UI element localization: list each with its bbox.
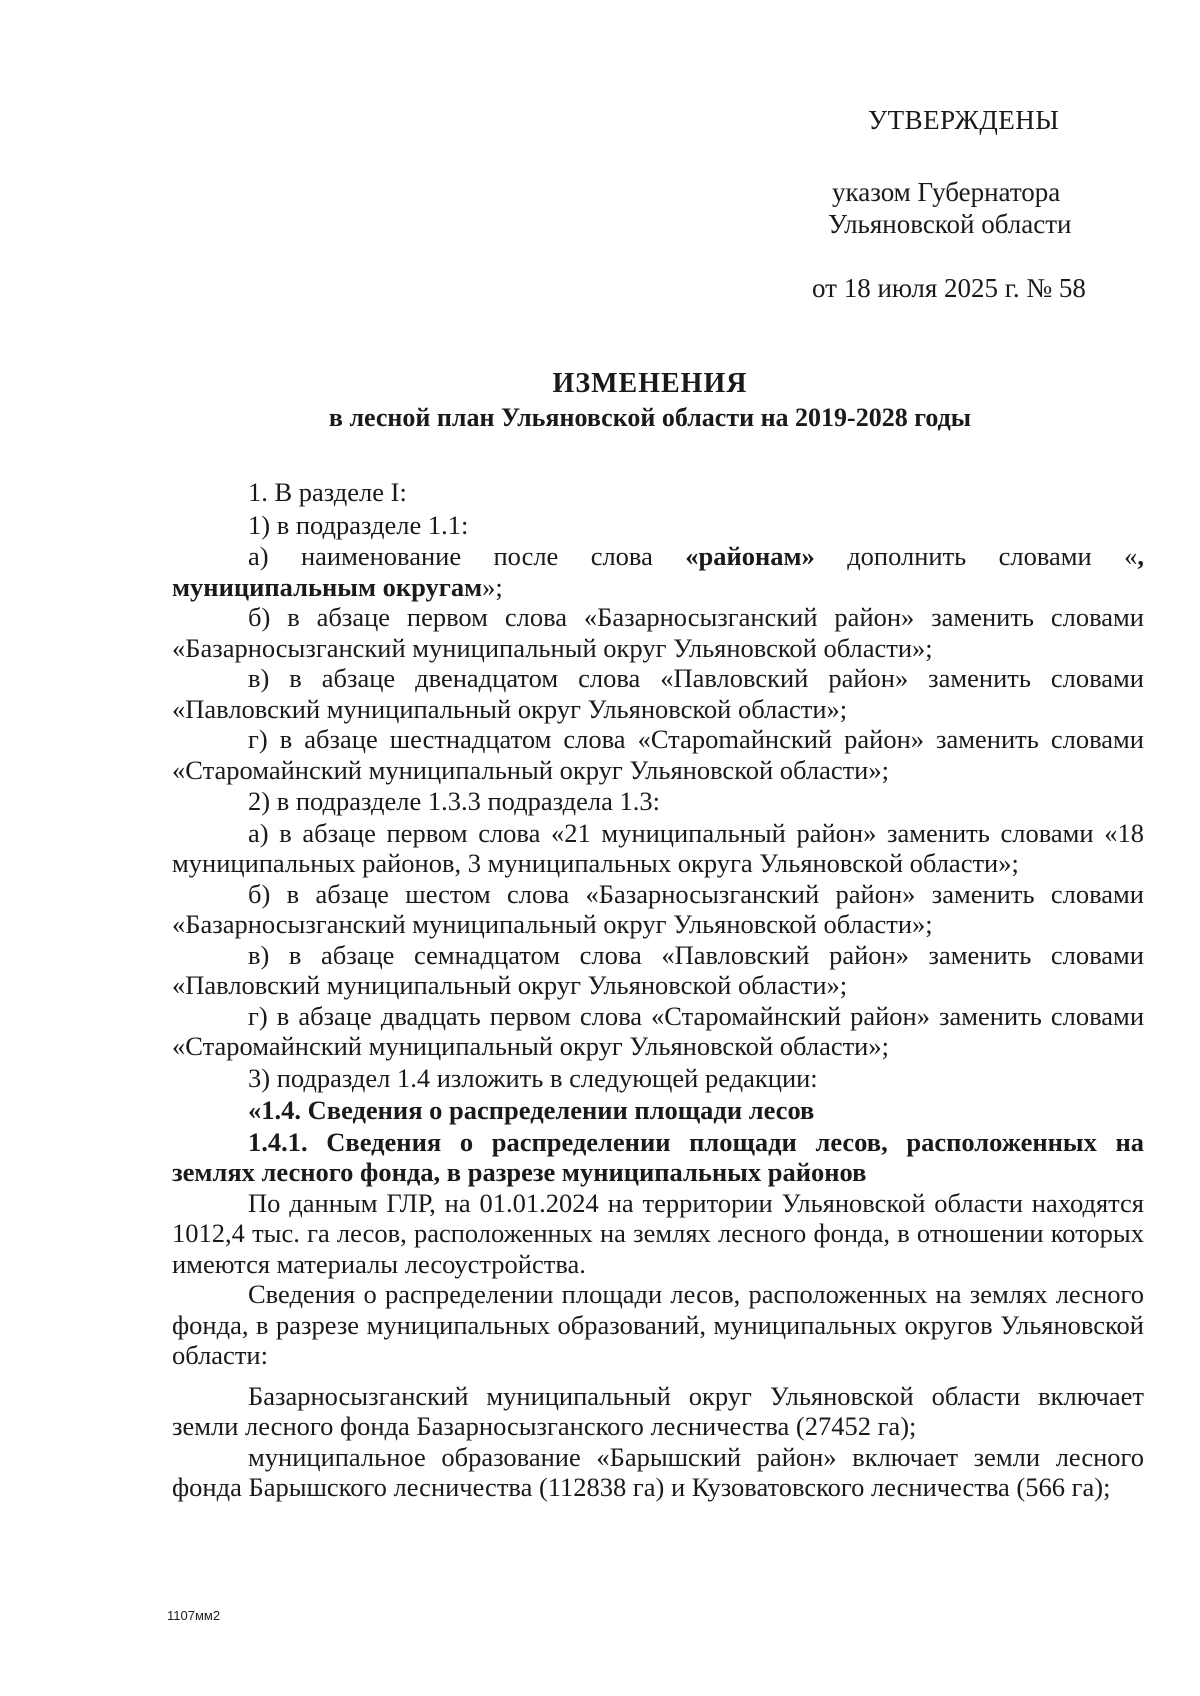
paragraph-glr-data: По данным ГЛР, на 01.01.2024 на территории Ульяновской области находятся 1012,4 тыс. га лесов, расположенных на землях лесного фонда, в отношении которых имеются материалы лесоустройства. — [172, 1187, 1144, 1279]
paragraph-item-g-1: г) в абзаце шестнадцатом слова «Староmайнский район» заменить словами «Старомайнский муниципальный округ Ульяновской области»; — [172, 724, 1144, 785]
document-body — [172, 476, 1144, 1503]
paragraph-barysh: муниципальное образование «Барышский район» включает земли лесного фонда Барышского лесничества (112838 га) и Кузоватовского лесничества (566 га); — [172, 1441, 1144, 1503]
paragraph-item-b-2: б) в абзаце шестом слова «Базарносызганский район» заменить словами «Базарносызганский муниципальный округ Ульяновской области»; — [172, 878, 1144, 940]
decree-line-1: указом Губернатора — [832, 177, 1061, 207]
section-heading-1-4: «1.4. Сведения о распределении площади лесов — [248, 1095, 815, 1126]
paragraph-bazarnosyzgan: Базарносызганский муниципальный округ Ульяновской области включает земли лесного фонда Базарносызганского лесничества (27452 га); — [172, 1380, 1144, 1442]
document-subtitle: в лесной план Ульяновской области на 2019-2028 годы — [328, 403, 972, 432]
item-a-1-bold-words: , муниципальным округам — [172, 541, 1144, 602]
section-heading-1-4-1: 1.4.1. Сведения о распределении площади лесов, расположенных на землях лесного фонда, в разрезе муниципальных районов — [172, 1126, 1144, 1188]
approval-stamp — [800, 104, 1120, 304]
document-heading — [170, 368, 1130, 436]
paragraph-item-a-2: а) в абзаце первом слова «21 муниципальный район» заменить словами «18 муниципальных районов, 3 муниципальных округа Ульяновской области»; — [172, 817, 1144, 879]
item-a-1-text-start: а) наименование после слова — [248, 541, 686, 572]
footer-document-code: 1107мм2 — [167, 1608, 221, 1623]
item-a-1-bold-word: «районам» — [685, 541, 815, 572]
item-a-1-text-mid: дополнить словами « — [814, 541, 1138, 572]
paragraph-item-a-1 — [172, 541, 1144, 602]
paragraph-item-v-2: в) в абзаце семнадцатом слова «Павловский район» заменить словами «Павловский муниципальный округ Ульяновской области»; — [172, 939, 1144, 1001]
paragraph-distribution-intro: Сведения о распределении площади лесов, расположенных на землях лесного фонда, в разрезе муниципальных образований, муниципальных округов Ульяновской области: — [172, 1279, 1144, 1371]
paragraph-subsection-1-4: 3) подраздел 1.4 изложить в следующей редакции: — [248, 1062, 818, 1093]
approved-label: УТВЕРЖДЕНЫ — [868, 105, 1060, 135]
paragraph-subsection-1-1: 1) в подразделе 1.1: — [248, 509, 469, 540]
paragraph-subsection-1-3-3: 2) в подразделе 1.3.3 подраздела 1.3: — [248, 786, 660, 817]
decree-line-2: Ульяновской области — [828, 209, 1072, 239]
paragraph-section-1: 1. В разделе I: — [248, 477, 407, 507]
paragraph-item-g-2: г) в абзаце двадцать первом слова «Старомайнский район» заменить словами «Старомайнский муниципальный округ Ульяновской области»; — [172, 1000, 1144, 1062]
paragraph-item-b-1: б) в абзаце первом слова «Базарносызганский район» заменить словами «Базарносызганский муниципальный округ Ульяновской области»; — [172, 602, 1144, 663]
decree-date-number: от 18 июля 2025 г. № 58 — [812, 273, 1086, 303]
item-a-1-text-end: »; — [482, 571, 503, 602]
document-title: ИЗМЕНЕНИЯ — [552, 368, 748, 399]
paragraph-item-v-1: в) в абзаце двенадцатом слова «Павловский район» заменить словами «Павловский муниципальный округ Ульяновской области»; — [172, 663, 1144, 724]
